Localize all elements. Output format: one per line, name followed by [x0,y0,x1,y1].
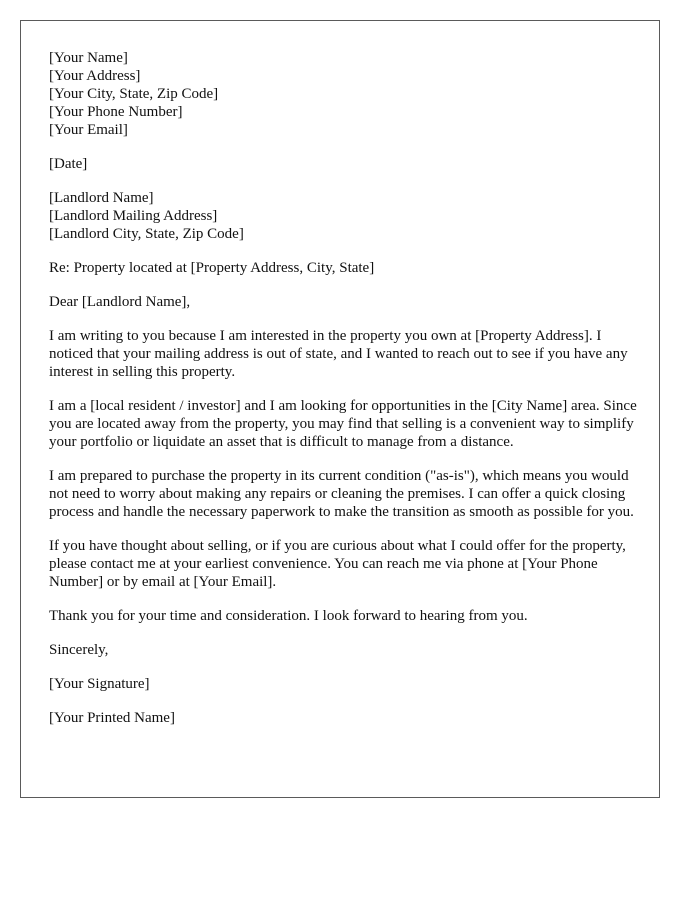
printed-name-block [49,709,639,727]
letter-body [49,49,639,743]
salutation: Dear [Landlord Name], [49,294,191,310]
recipient-mailing-address: [Landlord Mailing Address] [49,208,218,224]
subject-line: Re: Property located at [Property Address, City, State] [49,260,375,276]
subject-block [49,259,639,277]
sender-block [49,49,639,139]
letter-page [20,20,660,798]
sender-address: [Your Address] [49,68,141,84]
sender-city-state-zip: [Your City, State, Zip Code] [49,86,219,102]
body-paragraph-5: Thank you for your time and consideration. I look forward to hearing from you. [49,608,528,624]
sender-phone: [Your Phone Number] [49,104,183,120]
recipient-block [49,189,639,243]
printed-name: [Your Printed Name] [49,710,175,726]
closing-block [49,641,639,659]
recipient-name: [Landlord Name] [49,190,154,206]
body-paragraph-1: I am writing to you because I am interested in the property you own at [Property Address]. I noticed that your mailing address is out of state, and I wanted to reach out to see if you have any interest in selling this property. [49,328,628,380]
closing: Sincerely, [49,642,109,658]
letter-date: [Date] [49,156,88,172]
date-block [49,155,639,173]
sender-email: [Your Email] [49,122,128,138]
salutation-block [49,293,639,311]
sender-name: [Your Name] [49,50,128,66]
body-paragraph-4: If you have thought about selling, or if you are curious about what I could offer for the property, please contact me at your earliest convenience. You can reach me via phone at [Your Phone Number] or by email at [Your Email]. [49,538,626,590]
body-paragraph-3: I am prepared to purchase the property in its current condition ("as-is"), which means you would not need to worry about making any repairs or cleaning the premises. I can offer a quick closing process and handle the necessary paperwork to make the transition as smooth as possible for you. [49,468,634,520]
body-paragraph-2: I am a [local resident / investor] and I am looking for opportunities in the [City Name] area. Since you are located away from the property, you may find that selling is a convenient way to simplify your portfolio or liquidate an asset that is difficult to manage from a distance. [49,398,637,450]
recipient-city-state-zip: [Landlord City, State, Zip Code] [49,226,244,242]
signature: [Your Signature] [49,676,150,692]
signature-block [49,675,639,693]
